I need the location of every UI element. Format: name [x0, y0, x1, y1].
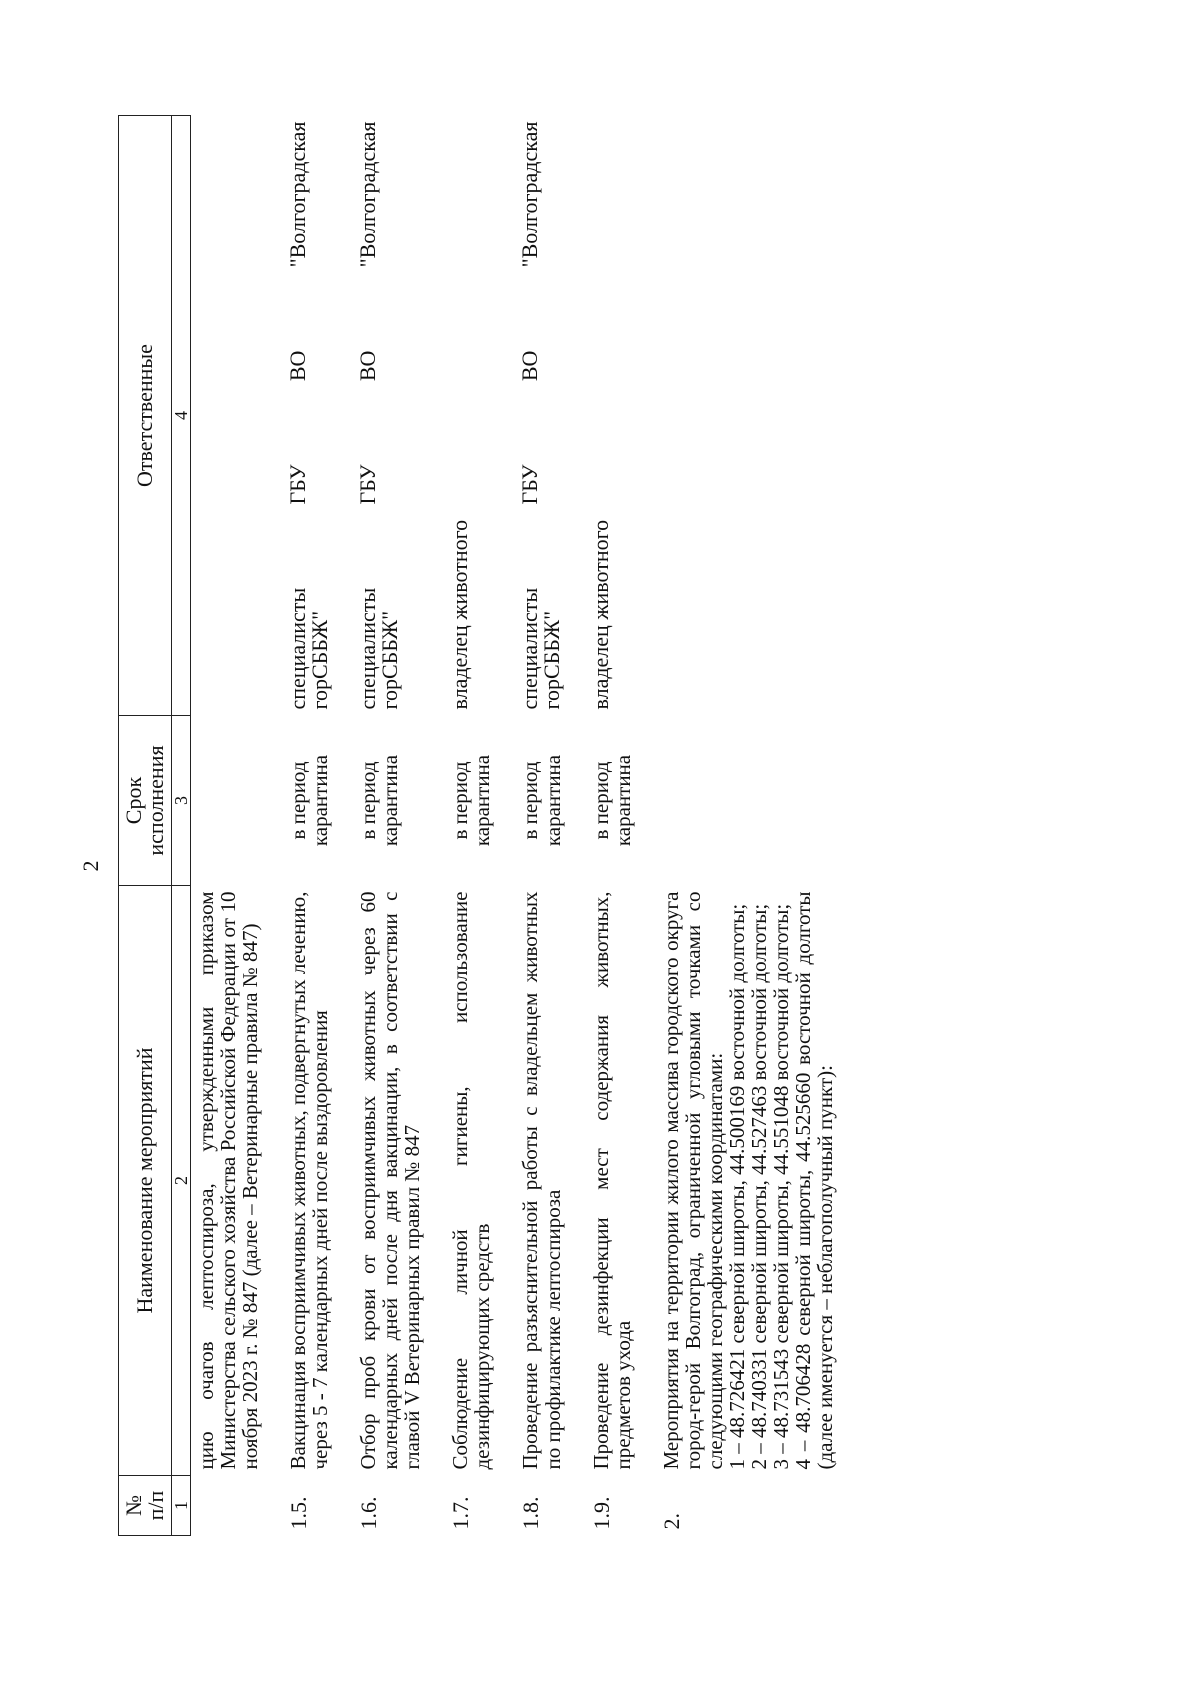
header-number: № п/п	[119, 1476, 172, 1536]
row-measure-name: Вакцинация восприимчивых животных, подвергнутых лечению, через 5 - 7 календарных дней после выздоровления	[286, 891, 333, 1470]
table-row	[509, 116, 579, 1536]
header-deadline: Срок исполнения	[119, 716, 172, 886]
column-number-2: 2	[172, 886, 191, 1476]
responsible-line-2: горСББЖ"	[377, 610, 403, 710]
row-deadline	[191, 716, 278, 886]
responsible-line-1: специалисты ГБУ ВО "Волгоградская	[285, 121, 311, 710]
row-responsible	[439, 116, 509, 716]
header-responsible: Ответственные	[119, 116, 172, 716]
row-deadline: в период карантина	[356, 754, 403, 847]
row-deadline	[650, 716, 852, 886]
row-deadline: в период карантина	[448, 754, 495, 847]
row-number	[191, 1476, 278, 1536]
responsible-line-1: владелец животного	[447, 519, 473, 710]
row-number: 1.7.	[448, 1496, 474, 1530]
row-responsible	[580, 116, 650, 716]
table-row	[277, 116, 347, 1536]
table-row-continuation	[191, 116, 278, 1536]
row-measure-name: Проведение дезинфекции мест содержания животных, предметов ухода	[588, 891, 635, 1470]
responsible-line-1: специалисты ГБУ ВО "Волгоградская	[517, 121, 543, 710]
row-responsible	[191, 116, 278, 716]
coordinate-item: 4 – 48.706428 северной широты, 44.525660 восточной долготы (далее именуется – неблагополучный пункт):	[790, 891, 837, 1470]
row-deadline: в период карантина	[588, 754, 635, 847]
row-number: 1.6.	[356, 1496, 382, 1530]
table-row	[439, 116, 509, 1536]
row-measure-name: Проведение разъяснительной работы с владельцем животных по профилактике лептоспироза	[518, 891, 565, 1470]
row-deadline: в период карантина	[518, 754, 565, 847]
section-2-intro: Мероприятия на территории жилого массива городского округа город-герой Волгоград, ограниченной угловыми точками со следующими географическими координатами:	[658, 891, 727, 1470]
responsible-line-1: владелец животного	[587, 519, 613, 710]
row-responsible	[509, 116, 579, 716]
row-measure-name: цию очагов лептоспироза, утвержденными приказом Министерства сельского хозяйства Российской Федерации от 10 ноября 2023 г. № 847 (далее – Ветеринарные правила № 847)	[194, 891, 263, 1470]
table-row	[580, 116, 650, 1536]
page-number: 2	[78, 860, 103, 872]
row-number: 1.8.	[518, 1496, 544, 1530]
table-row	[347, 116, 439, 1536]
row-number: 2.	[658, 1513, 684, 1530]
coordinate-list	[726, 892, 836, 1470]
row-responsible	[347, 116, 439, 716]
coordinate-item: 2 – 48.740331 северной широты, 44.527463 восточной долготы;	[746, 903, 771, 1470]
column-number-4: 4	[172, 116, 191, 716]
responsible-line-1: специалисты ГБУ ВО "Волгоградская	[355, 121, 381, 710]
table-header-row	[119, 116, 172, 1536]
row-number: 1.9.	[588, 1496, 614, 1530]
measures-table	[118, 115, 852, 1536]
row-measure-name	[650, 886, 852, 1476]
row-measure-name: Соблюдение личной гигиены, использование дезинфицирующих средств	[448, 891, 495, 1470]
row-responsible	[277, 116, 347, 716]
header-measure-name: Наименование мероприятий	[119, 886, 172, 1476]
row-deadline: в период карантина	[286, 754, 333, 847]
responsible-line-2: горСББЖ"	[307, 610, 333, 710]
column-number-3: 3	[172, 716, 191, 886]
table-row-section-2	[650, 116, 852, 1536]
table-column-numbers-row	[172, 116, 191, 1536]
responsible-line-2: горСББЖ"	[539, 610, 565, 710]
column-number-1: 1	[172, 1476, 191, 1536]
coordinate-item: 3 – 48.731543 северной широты, 44.551048 восточной долготы;	[768, 903, 793, 1470]
row-number: 1.5.	[286, 1496, 312, 1530]
row-measure-name: Отбор проб крови от восприимчивых животных через 60 календарных дней после дня вакцинации, в соответствии с главой V Ветеринарных правил № 847	[356, 891, 425, 1470]
coordinate-item: 1 – 48.726421 северной широты, 44.500169 восточной долготы;	[724, 903, 749, 1470]
row-responsible	[650, 116, 852, 716]
